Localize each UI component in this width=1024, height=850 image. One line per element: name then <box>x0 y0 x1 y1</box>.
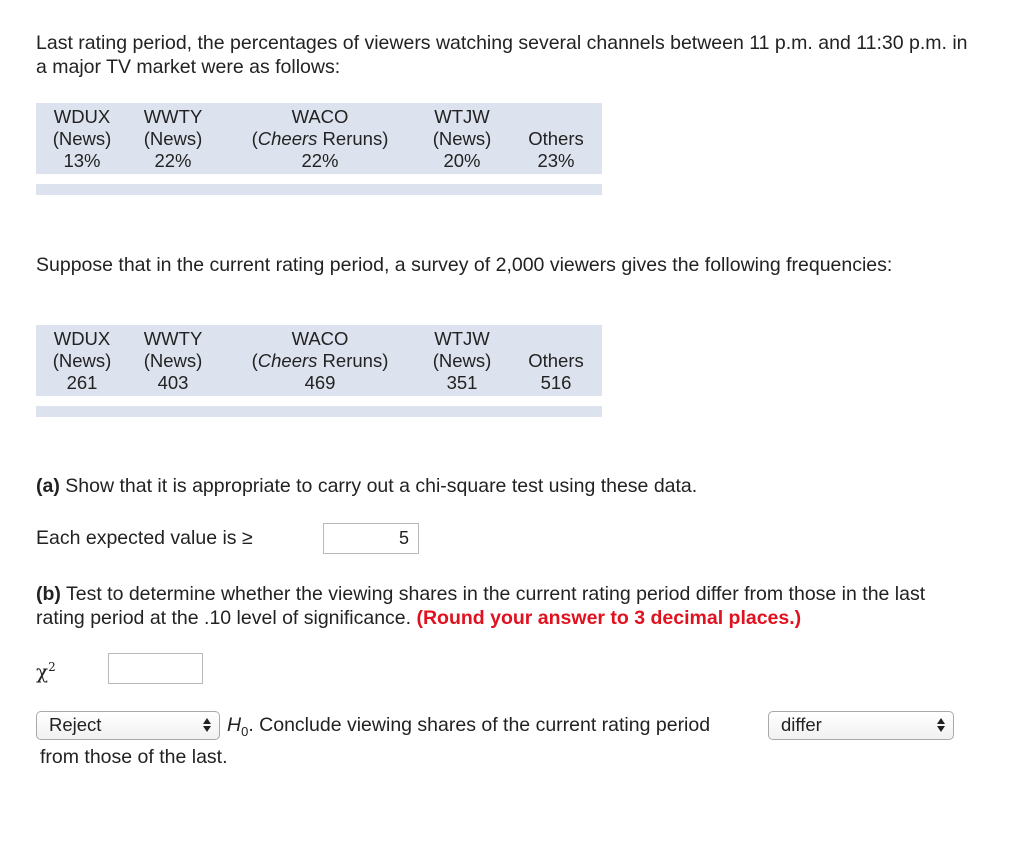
part-b-text <box>36 582 976 630</box>
channel-percentage: 22% <box>301 150 339 171</box>
channel-frequency: 403 <box>157 372 189 393</box>
conclusion-text <box>227 713 710 744</box>
channel-type: (News) <box>52 128 112 149</box>
select-arrows-icon <box>202 715 212 735</box>
chi-square-input[interactable] <box>108 653 203 684</box>
channel-type: Others <box>528 128 584 149</box>
conclusion-tail: from those of the last. <box>40 746 228 768</box>
channel-percentage: 22% <box>154 150 192 171</box>
round-note: (Round your answer to 3 decimal places.) <box>416 607 802 629</box>
channel-percentage: 13% <box>63 150 101 171</box>
channel-name: WDUX <box>53 106 111 127</box>
channel-name <box>516 328 596 350</box>
channel-type: (News) <box>432 128 492 149</box>
channel-name <box>516 106 596 128</box>
part-b-marker: (b) <box>36 583 61 605</box>
channel-name: WTJW <box>434 106 490 127</box>
part-a-text <box>36 474 976 498</box>
expected-value-input[interactable]: 5 <box>323 523 419 554</box>
chi-symbol: χ <box>36 659 49 684</box>
channel-type: (News) <box>143 350 203 371</box>
channel-type: (News) <box>432 350 492 371</box>
channel-name: WTJW <box>434 328 490 349</box>
channel-frequency: 351 <box>446 372 478 393</box>
channel-type <box>240 350 400 372</box>
last-period-table <box>36 103 602 195</box>
h0-symbol: H <box>227 714 242 736</box>
table-column <box>240 106 400 172</box>
channel-name: WDUX <box>53 328 111 349</box>
decision-select[interactable] <box>36 711 220 740</box>
part-b-question: Test to determine whether the viewing shares in the current rating period differ from those in the last rating period at the .10 level of significance. <box>36 583 926 629</box>
shares-value: differ <box>781 714 822 735</box>
paren-open: ( <box>251 128 258 149</box>
part-a-question: Show that it is appropriate to carry out a chi-square test using these data. <box>59 475 698 497</box>
current-period-table <box>36 325 602 417</box>
table-column <box>422 328 502 394</box>
shares-select[interactable] <box>768 711 954 740</box>
table-column <box>516 106 596 172</box>
channel-type: (News) <box>143 128 203 149</box>
channel-frequency: 261 <box>66 372 98 393</box>
part-a-marker: (a) <box>36 475 60 497</box>
channel-frequency: 516 <box>540 372 572 393</box>
chi-exponent: 2 <box>48 660 56 674</box>
channel-type <box>240 128 400 150</box>
expected-value-label: Each expected value is ≥ <box>36 527 253 549</box>
intro-text: Last rating period, the percentages of viewers watching several channels between 11 p.m. and 11:30 p.m. in a major TV market were as follows: <box>36 32 968 78</box>
decision-value: Reject <box>49 714 102 735</box>
channel-name: WACO <box>291 106 349 127</box>
channel-name: WWTY <box>143 106 203 127</box>
channel-name: WACO <box>291 328 349 349</box>
table-column <box>42 106 122 172</box>
chi-square-label <box>36 655 56 684</box>
table-column <box>422 106 502 172</box>
show-name: Cheers <box>257 128 318 149</box>
channel-type: Others <box>528 350 584 371</box>
channel-percentage: 23% <box>537 150 575 171</box>
conclusion-sentence: . Conclude viewing shares of the current rating period <box>248 714 711 736</box>
paren-open: ( <box>251 350 258 371</box>
h0-subscript: 0 <box>241 723 249 739</box>
channel-type: (News) <box>52 350 112 371</box>
channel-name: WWTY <box>143 328 203 349</box>
show-suffix: Reruns) <box>317 350 389 371</box>
show-name: Cheers <box>257 350 318 371</box>
channel-percentage: 20% <box>443 150 481 171</box>
table-column <box>516 328 596 394</box>
select-arrows-icon <box>936 715 946 735</box>
table-divider <box>36 396 602 406</box>
table-column <box>133 106 213 172</box>
channel-frequency: 469 <box>304 372 336 393</box>
show-suffix: Reruns) <box>317 128 389 149</box>
table-divider <box>36 174 602 184</box>
table-column <box>240 328 400 394</box>
table-column <box>133 328 213 394</box>
table-column <box>42 328 122 394</box>
survey-text: Suppose that in the current rating period, a survey of 2,000 viewers gives the following frequencies: <box>36 254 893 276</box>
